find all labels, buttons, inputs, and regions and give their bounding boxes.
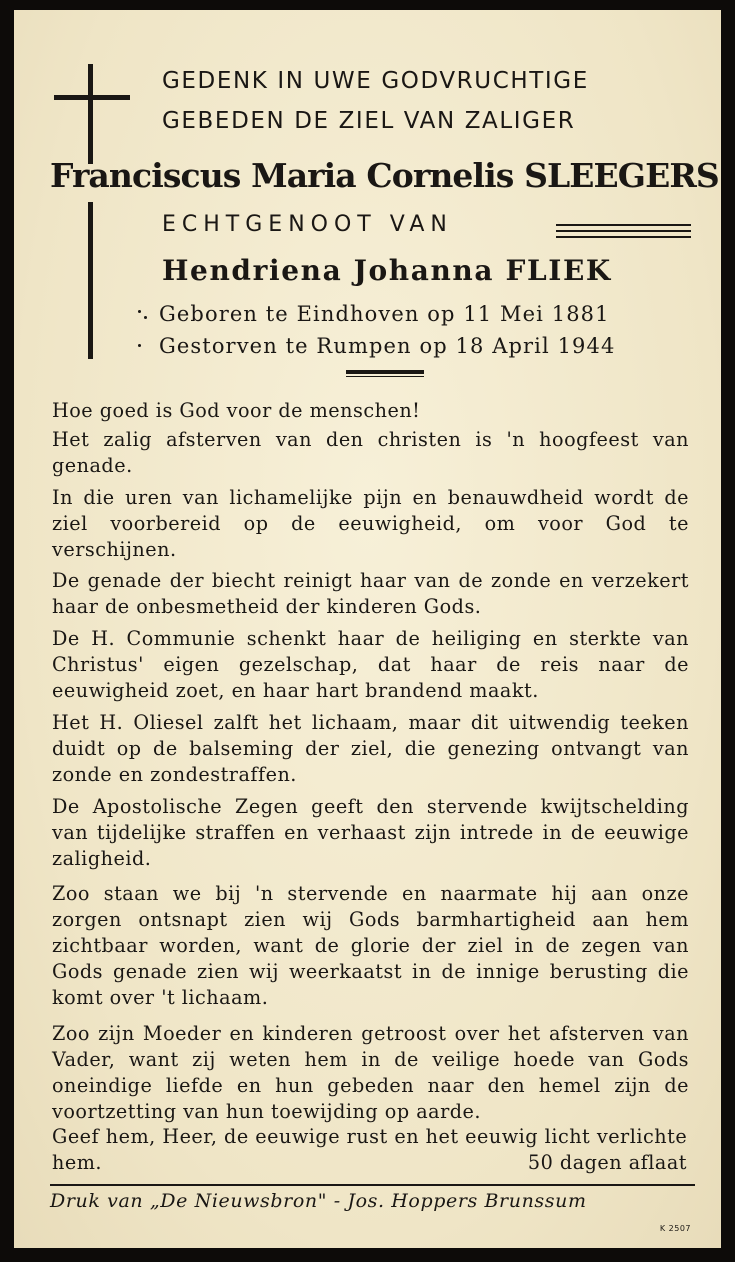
closing-prayer: Geef hem, Heer, de eeuwige rust en het eeuwig licht verlichte hem.: [52, 1125, 688, 1174]
paragraph: Het H. Oliesel zalft het lichaam, maar dit uitwendig teeken duidt op de balseming der ziel, die genezing ontvangt van zonde en zondestraffen.: [52, 710, 689, 786]
ornament-rule: [556, 230, 691, 232]
paragraph: De H. Communie schenkt haar de heiliging en sterkte van Christus' eigen gezelschap, dat haar de reis naar de eeuwigheid zoet, en haar hart brandend maakt.: [52, 627, 689, 703]
vertical-rule: [88, 202, 93, 359]
catalog-code: K 2507: [659, 1224, 691, 1233]
body-text: [52, 398, 689, 1131]
cross-icon-bar: [54, 95, 130, 100]
header-line-1: GEDENK IN UWE GODVRUCHTIGE: [162, 68, 589, 94]
separator: [346, 370, 424, 374]
ornament-dot: [138, 310, 141, 313]
ornament-rule: [556, 236, 691, 238]
paragraph: De Apostolische Zegen geeft den stervende kwijtschelding van tijdelijke straffen en verhaast zijn intrede in de eeuwige zaligheid.: [52, 794, 689, 870]
paragraph: In die uren van lichamelijke pijn en benauwdheid wordt de ziel voorbereid op de eeuwigheid, om voor God te verschijnen.: [52, 485, 689, 561]
paragraph: De genade der biecht reinigt haar van de zonde en verzekert haar de onbesmetheid der kinderen Gods.: [52, 569, 689, 619]
cross-icon: [88, 64, 93, 164]
header-line-2: GEBEDEN DE ZIEL VAN ZALIGER: [162, 108, 576, 134]
spouse-name: Hendriena Johanna FLIEK: [162, 254, 612, 287]
paragraph: Zoo staan we bij 'n stervende en naarmate hij aan onze zorgen ontsnapt zien wij Gods barmhartigheid aan hem zichtbaar worden, want de glorie der ziel in de zegen van Gods genade zien wij weerkaatst in de innige berusting die komt over 't lichaam.: [52, 882, 689, 1010]
printer-credit: Druk van „De Nieuwsbron" - Jos. Hoppers Brunssum: [50, 1190, 587, 1212]
paragraph: Het zalig afsterven van den christen is 'n hoogfeest van genade.: [52, 427, 689, 477]
ornament-dot: [144, 316, 147, 319]
death-date: Gestorven te Rumpen op 18 April 1944: [159, 334, 616, 358]
indulgence-note: 50 dagen aflaat: [527, 1151, 687, 1174]
spouse-label: ECHTGENOOT VAN: [162, 212, 453, 237]
memorial-card: [14, 10, 721, 1248]
closing-block: [52, 1124, 689, 1176]
ornament-dot: [138, 344, 141, 347]
footer-rule: [50, 1184, 695, 1186]
ornament-rule: [556, 224, 691, 226]
separator-thin: [346, 376, 424, 377]
paragraph: Zoo zijn Moeder en kinderen getroost over het afsterven van Vader, want zij weten hem in de veilige hoede van Gods oneindige liefde en hun gebeden naar den hemel zijn de voortzetting van hun toewijding op aarde.: [52, 1021, 689, 1123]
birth-date: Geboren te Eindhoven op 11 Mei 1881: [159, 302, 610, 326]
deceased-name: Franciscus Maria Cornelis SLEEGERS: [50, 156, 719, 195]
paragraph: Hoe goed is God voor de menschen!: [52, 399, 421, 422]
